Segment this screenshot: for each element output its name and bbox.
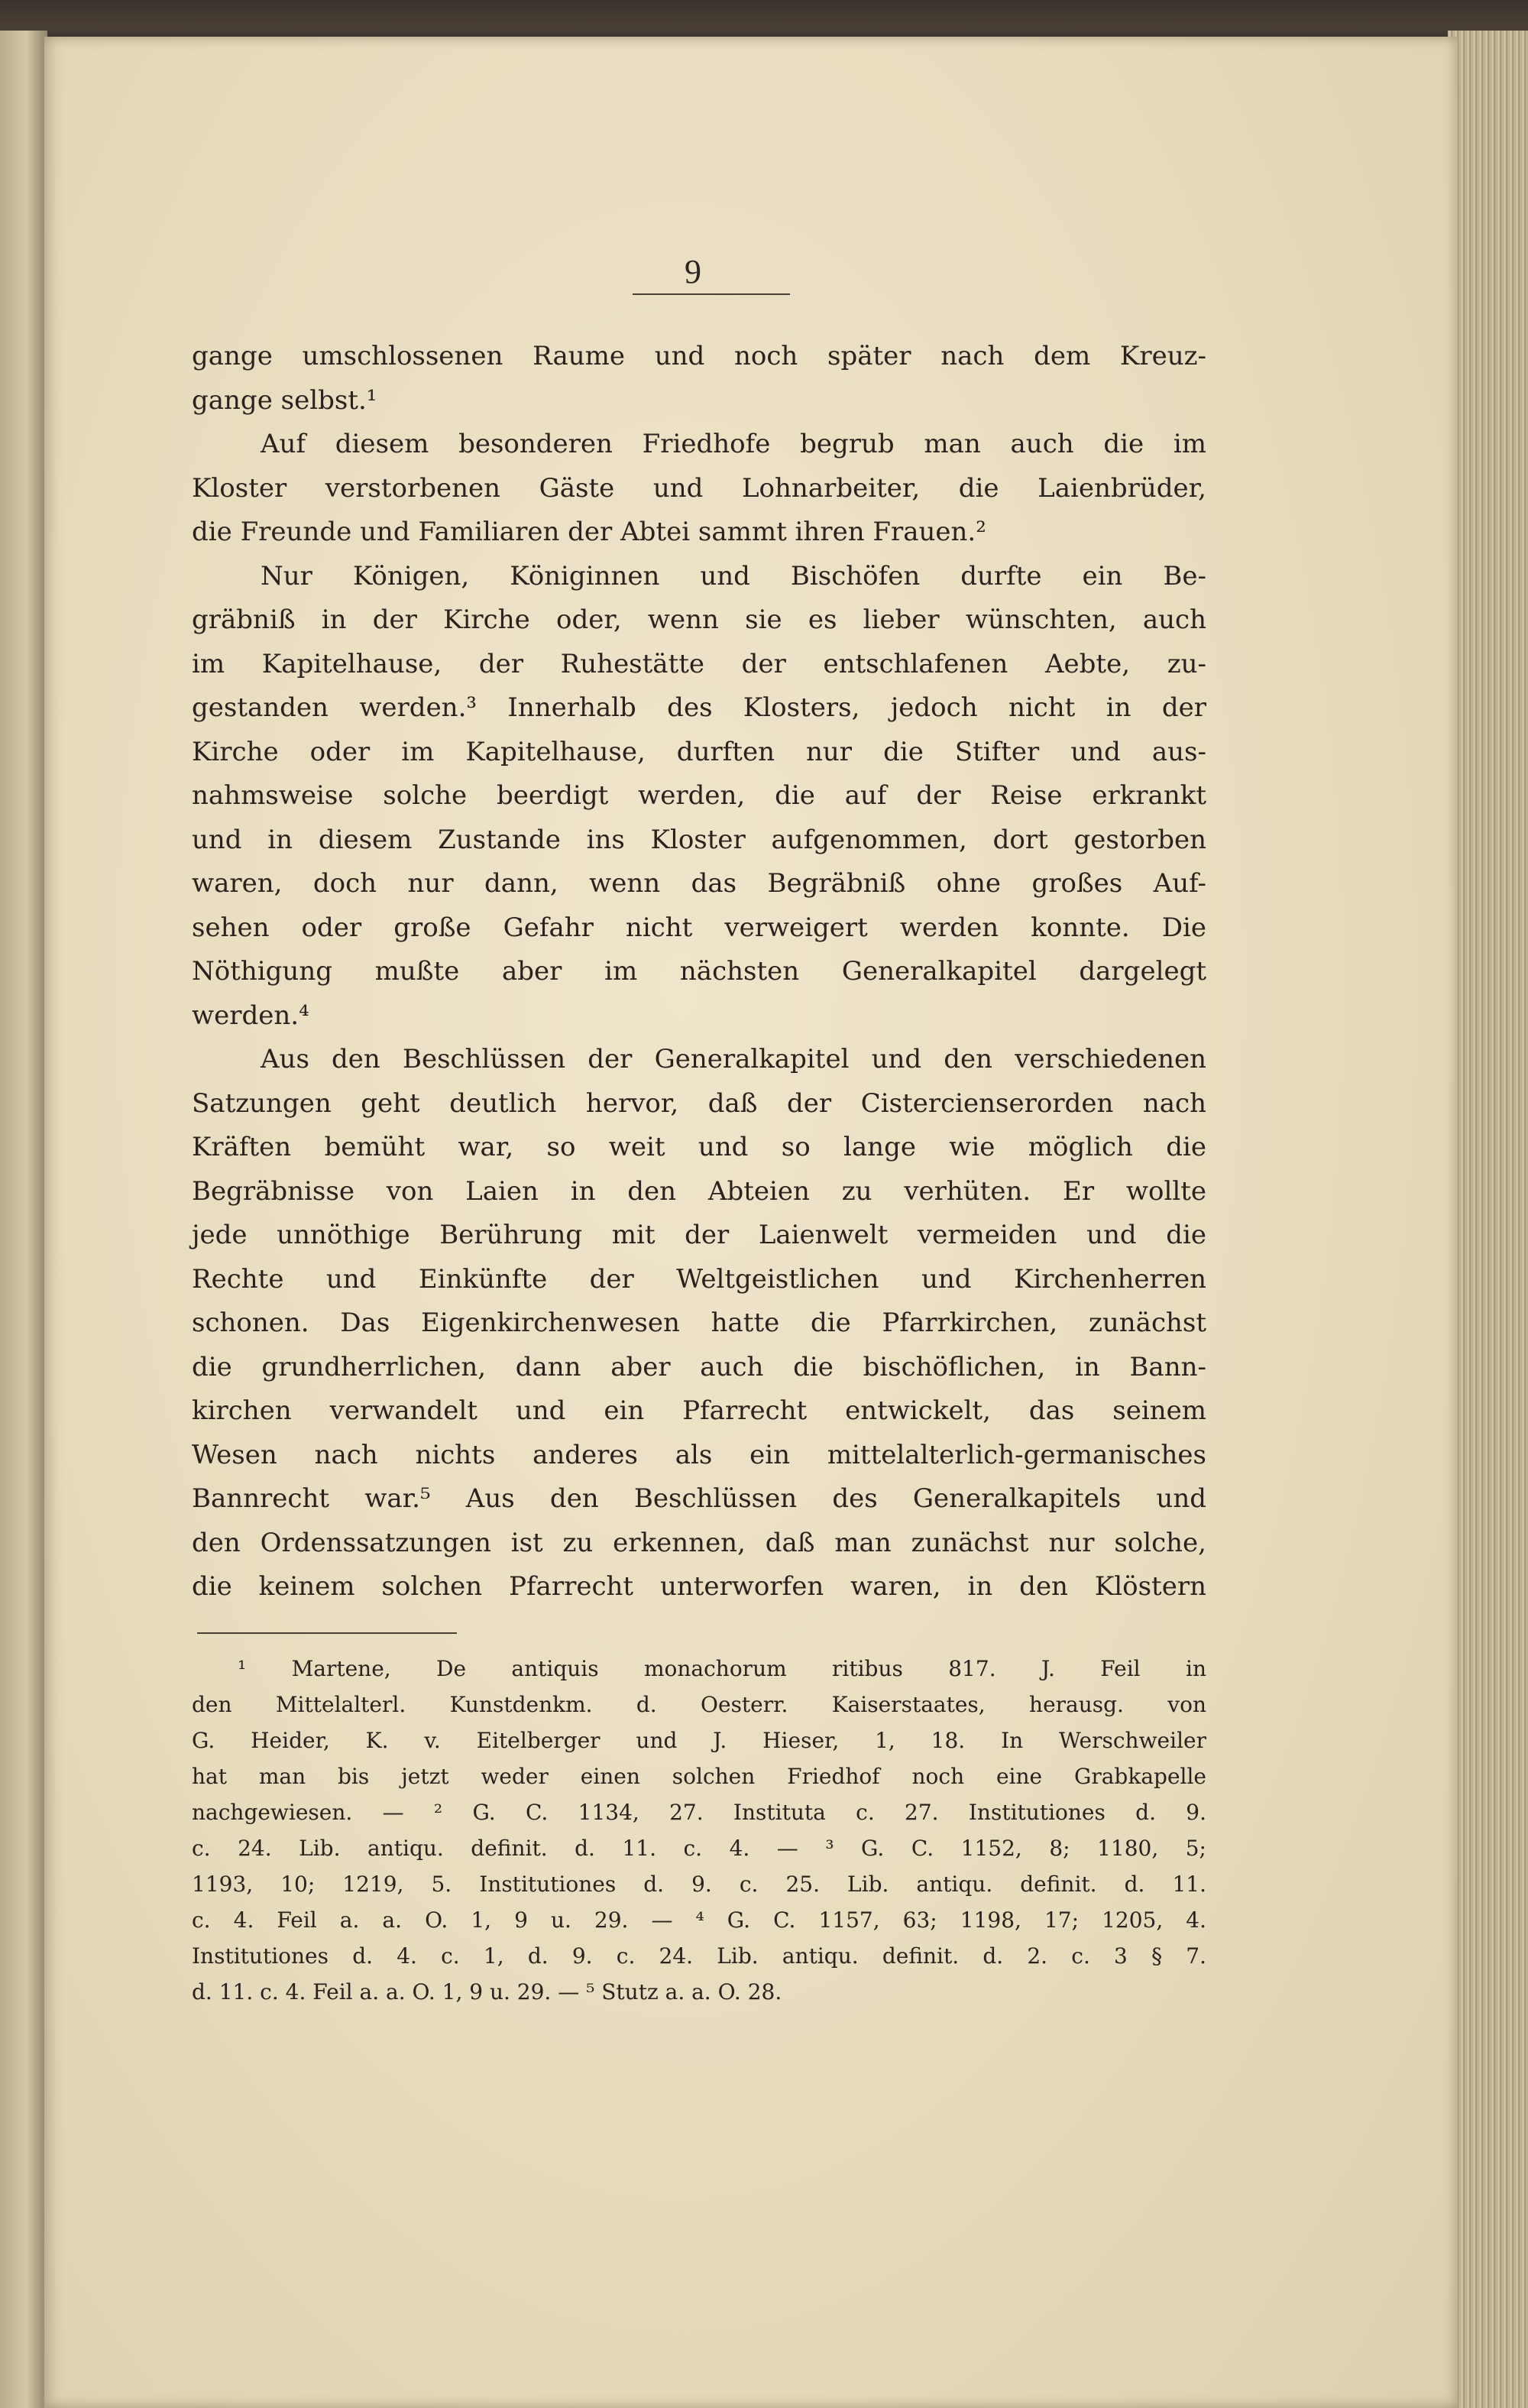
page-stack-edge xyxy=(1448,31,1528,2408)
text-line: jede unnöthige Berührung mit der Laienwelt vermeiden und die xyxy=(192,1220,1206,1250)
footnote-line: c. 4. Feil a. a. O. 1, 9 u. 29. — ⁴ G. C. 1157, 63; 1198, 17; 1205, 4. xyxy=(192,1907,1206,1933)
text-line: Begräbnisse von Laien in den Abteien zu verhüten. Er wollte xyxy=(192,1175,1206,1207)
facing-page-edge xyxy=(0,31,47,2408)
footnote-line: d. 11. c. 4. Feil a. a. O. 1, 9 u. 29. — ⁵ Stutz a. a. O. 28. xyxy=(192,1979,782,2005)
footnote-line: c. 24. Lib. antiqu. definit. d. 11. c. 4. — ³ G. C. 1152, 8; 1180, 5; xyxy=(192,1836,1206,1861)
footnotes xyxy=(192,1651,1206,2010)
text-line: kirchen verwandelt und ein Pfarrecht entwickelt, das seinem xyxy=(192,1395,1206,1426)
text-line: gräbniß in der Kirche oder, wenn sie es lieber wünschten, auch xyxy=(192,604,1206,635)
text-line: Kloster verstorbenen Gäste und Lohnarbeiter, die Laienbrüder, xyxy=(192,472,1206,504)
text-line: im Kapitelhause, der Ruhestätte der entschlafenen Aebte, zu- xyxy=(192,648,1206,679)
book-page xyxy=(44,37,1458,2408)
text-line: Auf diesem besonderen Friedhofe begrub man auch die im xyxy=(261,429,1206,459)
text-line: Kräften bemüht war, so weit und so lange wie möglich die xyxy=(192,1132,1206,1162)
text-line: sehen oder große Gefahr nicht verweigert werden konnte. Die xyxy=(192,912,1206,943)
text-line: Nöthigung mußte aber im nächsten Generalkapitel dargelegt xyxy=(192,956,1206,987)
footnote-line: G. Heider, K. v. Eitelberger und J. Hieser, 1, 18. In Werschweiler xyxy=(192,1728,1206,1753)
footnote-line: nachgewiesen. — ² G. C. 1134, 27. Instituta c. 27. Institutiones d. 9. xyxy=(192,1800,1206,1825)
text-line: die keinem solchen Pfarrecht unterworfen waren, in den Klöstern xyxy=(192,1571,1206,1602)
footnote-line: Institutiones d. 4. c. 1, d. 9. c. 24. Lib. antiqu. definit. d. 2. c. 3 § 7. xyxy=(192,1943,1206,1969)
text-line: die Freunde und Familiaren der Abtei sammt ihren Frauen.² xyxy=(192,517,986,547)
text-line: gange umschlossenen Raume und noch später nach dem Kreuz- xyxy=(192,341,1206,371)
text-line: waren, doch nur dann, wenn das Begräbniß ohne großes Auf- xyxy=(192,868,1206,899)
text-line: schonen. Das Eigenkirchenwesen hatte die Pfarrkirchen, zunächst xyxy=(192,1308,1206,1338)
text-line: Bannrecht war.⁵ Aus den Beschlüssen des Generalkapitels und xyxy=(192,1483,1206,1514)
text-line: Aus den Beschlüssen der Generalkapitel und den verschiedenen xyxy=(261,1044,1206,1074)
body-text xyxy=(192,335,1206,1609)
page-number-rule xyxy=(633,293,790,295)
text-line: und in diesem Zustande ins Kloster aufgenommen, dort gestorben xyxy=(192,824,1206,855)
page-number: 9 xyxy=(685,253,701,290)
footnote-line: 1193, 10; 1219, 5. Institutiones d. 9. c. 25. Lib. antiqu. definit. d. 11. xyxy=(192,1872,1206,1897)
text-line: Satzungen geht deutlich hervor, daß der Cistercienserorden nach xyxy=(192,1087,1206,1119)
footnote-line: den Mittelalterl. Kunstdenkm. d. Oesterr. Kaiserstaates, herausg. von xyxy=(192,1692,1206,1717)
text-line: gestanden werden.³ Innerhalb des Klosters, jedoch nicht in der xyxy=(192,692,1206,723)
text-line: nahmsweise solche beerdigt werden, die auf der Reise erkrankt xyxy=(192,780,1206,811)
footnote-rule xyxy=(197,1632,457,1634)
text-line: Nur Königen, Königinnen und Bischöfen durfte ein Be- xyxy=(261,560,1206,591)
text-line: den Ordenssatzungen ist zu erkennen, daß man zunächst nur solche, xyxy=(192,1527,1206,1558)
text-line: die grundherrlichen, dann aber auch die bischöflichen, in Bann- xyxy=(192,1351,1206,1382)
footnote-line: hat man bis jetzt weder einen solchen Friedhof noch eine Grabkapelle xyxy=(192,1764,1206,1789)
text-line: gange selbst.¹ xyxy=(192,384,377,416)
text-line: Rechte und Einkünfte der Weltgeistlichen und Kirchenherren xyxy=(192,1263,1206,1295)
text-line: Wesen nach nichts anderes als ein mittelalterlich-germanisches xyxy=(192,1439,1206,1470)
footnote-line: ¹ Martene, De antiquis monachorum ritibus 817. J. Feil in xyxy=(238,1656,1206,1681)
text-line: werden.⁴ xyxy=(192,1000,309,1031)
text-line: Kirche oder im Kapitelhause, durften nur die Stifter und aus- xyxy=(192,736,1206,767)
